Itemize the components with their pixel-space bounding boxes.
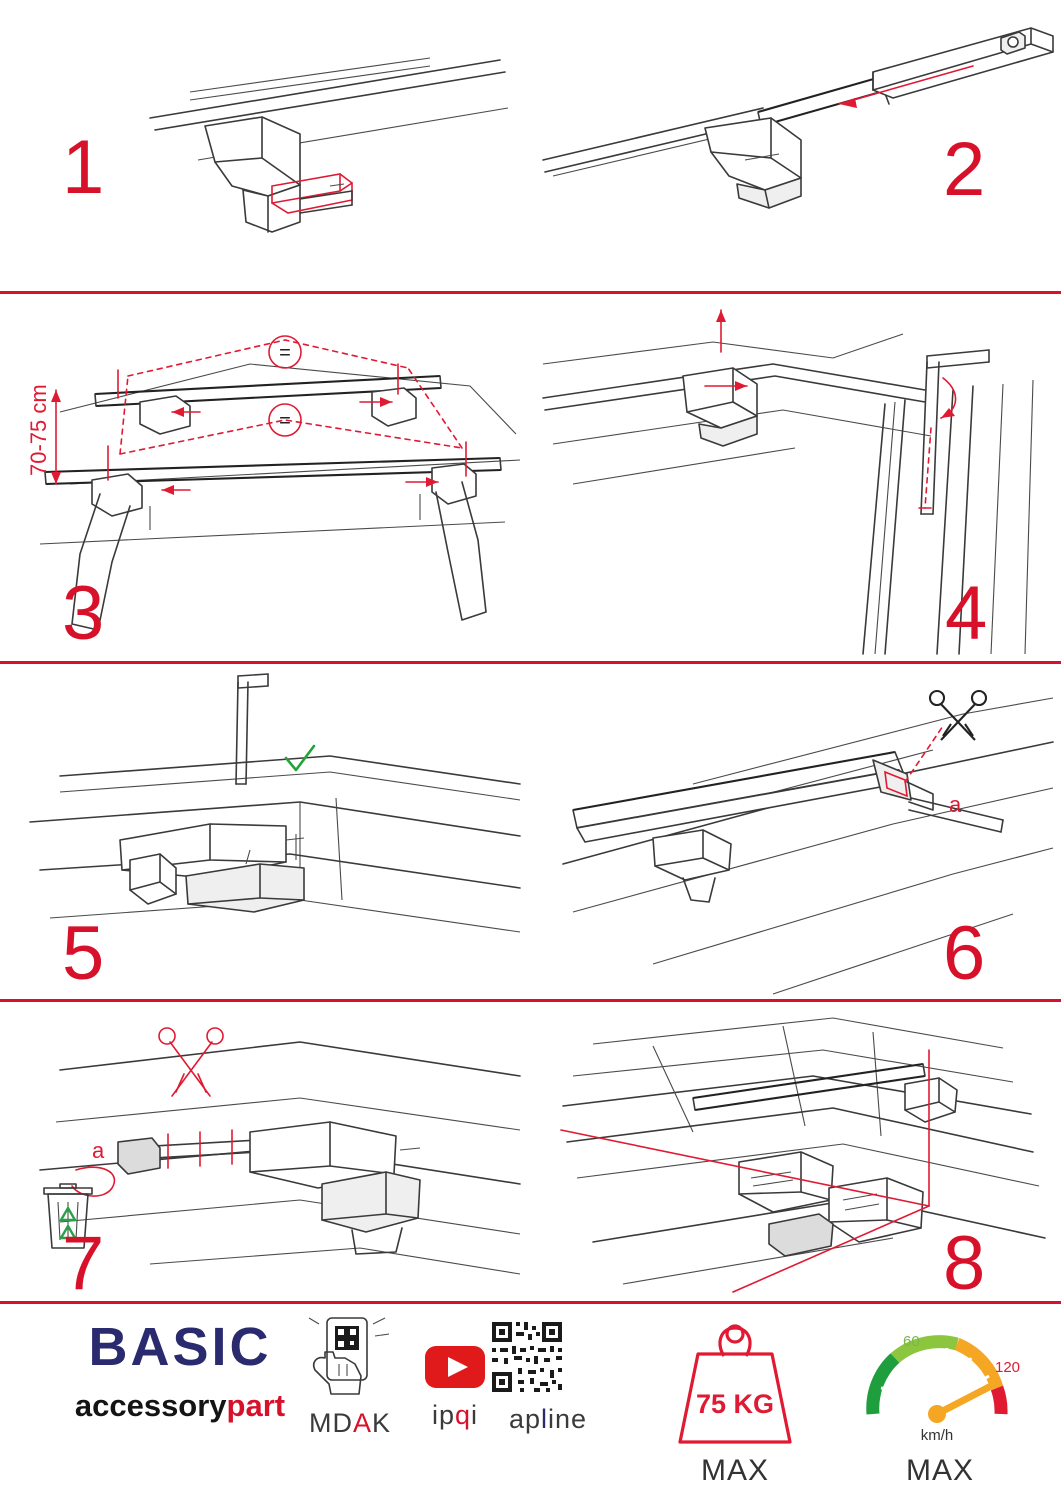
speedometer-icon [845,1310,1035,1450]
step-8-panel [533,1002,1061,1300]
scissors-icon-step7 [159,1028,223,1096]
brand-accessorypart-label [55,1390,305,1421]
max-load-value: 75 KG [695,1389,775,1419]
step-1-number: 1 [62,125,105,210]
equal-mark-front: = [279,342,291,364]
step-7-panel [0,1002,530,1300]
brand-accessory-text: accessory [74,1388,227,1423]
step-3-panel [0,294,530,660]
part-label-a-step6: a [949,792,962,817]
step-7-illustration [40,1028,520,1274]
max-load-block [640,1310,830,1488]
footer [0,1300,1061,1500]
logo-apline-caption: apline [508,1404,588,1434]
brand-block [55,1317,305,1423]
step-4-number: 4 [945,571,988,656]
step-6-panel [533,664,1061,998]
step-6-number: 6 [943,911,986,996]
svg-text:120: 120 [995,1359,1021,1376]
brand-part-text: part [226,1388,286,1423]
svg-text:60: 60 [903,1333,920,1350]
step-1-illustration [150,58,508,232]
step-7-number: 7 [62,1221,105,1300]
weight-icon [640,1310,830,1450]
max-load-label: MAX [700,1454,769,1487]
qr-code-icon [478,1318,618,1396]
step-2-panel [533,0,1061,290]
logo-mdak-caption: MDAK [308,1408,392,1438]
bar-spacing-dimension: 70-75 cm [26,384,51,476]
step-3-number: 3 [62,571,105,656]
speed-unit: km/h [920,1427,954,1444]
hand-phone-qr-icon [295,1314,405,1400]
logo-mdak [295,1314,405,1439]
step-2-number: 2 [943,127,986,212]
max-speed-label: MAX [905,1454,974,1487]
step-5-illustration [30,674,520,932]
logo-apline [478,1318,618,1435]
step-5-number: 5 [62,911,105,996]
brand-basic-label: BASIC [88,1317,272,1377]
step-4-panel [533,294,1061,660]
equal-mark-rear: = [279,410,291,432]
part-label-a-step7: a [92,1138,105,1163]
step-8-number: 8 [943,1221,986,1300]
step-5-panel [0,664,530,998]
step-1-panel [0,0,530,290]
max-speed-block [845,1310,1035,1488]
logo-ipqi-caption: ipqi [431,1400,479,1430]
